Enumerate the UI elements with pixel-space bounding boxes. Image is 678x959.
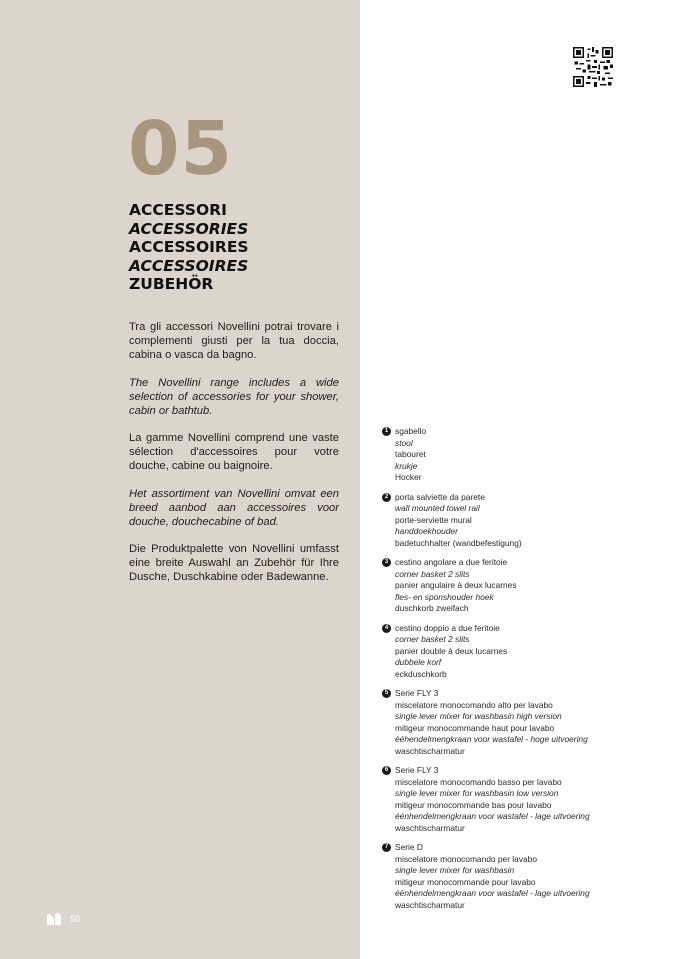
product-name-nl: ééhendelmengkraan voor wastafel - hoge uitvoering (395, 734, 588, 744)
intro-paragraph-fr: La gamme Novellini comprend une vaste sélection d'accessoires pour votre douche, cabine ou baignoire. (129, 432, 339, 472)
product-series: Serie D (395, 842, 423, 852)
product-item-4 (382, 623, 672, 681)
number-badge: 2 (382, 493, 391, 502)
product-name-en: single lever mixer for washbasin low version (395, 788, 559, 798)
product-name-en: stool (395, 437, 413, 448)
product-name-fr: panier double à deux lucarnes (395, 645, 508, 656)
title-fr: ACCESSOIRES (129, 238, 249, 256)
product-item-6 (382, 765, 672, 834)
product-name-it: sgabello (395, 426, 427, 436)
product-name-de: duschkorb zweifach (395, 603, 469, 613)
product-name-en: single lever mixer for washbasin high version (395, 711, 562, 721)
product-name-nl: krukje (395, 460, 418, 471)
product-item-7 (382, 842, 672, 911)
brand-logo-icon (46, 913, 62, 925)
number-badge: 5 (382, 689, 391, 698)
product-name-it: miscelatore monocomando alto per lavabo (395, 699, 553, 710)
product-name-it: cestino doppio a due feritoie (395, 622, 500, 633)
product-name-nl: dubbele korf (395, 657, 442, 667)
product-name-fr: mitigeur monocommande bas pour lavabo (395, 799, 552, 810)
product-item-5 (382, 688, 672, 757)
number-badge: 4 (382, 624, 391, 633)
product-name-fr: mitigeur monocommande haut pour lavabo (395, 722, 555, 733)
title-de: ZUBEHÖR (129, 275, 214, 293)
product-item-1 (382, 426, 672, 484)
product-name-it: miscelatore monocomando per lavabo (395, 853, 537, 864)
page-number: 50 (70, 914, 81, 924)
intro-paragraph-en: The Novellini range includes a wide selection of accessories for your shower, cabin or bathtub. (129, 376, 339, 417)
product-item-2 (382, 492, 672, 550)
product-name-fr: tabouret (395, 449, 426, 459)
product-name-it: cestino angolare a due feritoie (395, 557, 508, 567)
intro-paragraph-de: Die Produktpalette von Novellini umfasst eine breite Auswahl an Zubehör für Ihre Dusche, Duschkabine oder Badewanne. (129, 543, 339, 583)
title-en: ACCESSORIES (129, 219, 249, 238)
product-series: Serie FLY 3 (395, 688, 439, 698)
chapter-titles (129, 201, 249, 294)
product-name-nl: handdoekhouder (395, 526, 458, 536)
product-name-it: porta salviette da parete (395, 491, 485, 502)
intro-text (129, 320, 339, 598)
product-name-de: Hocker (395, 472, 422, 482)
product-name-en: corner basket 2 slits (395, 634, 470, 644)
product-name-de: waschtischarmatur (395, 745, 465, 756)
product-name-nl: éénhendelmengkraan voor wastafel - lage uitvoering (395, 811, 590, 821)
product-name-it: miscelatore monocomando basso per lavabo (395, 776, 562, 787)
number-badge: 6 (382, 766, 391, 775)
number-badge: 3 (382, 558, 391, 567)
product-name-de: waschtischarmatur (395, 899, 465, 910)
title-it: ACCESSORI (129, 201, 227, 219)
product-name-de: eckduschkorb (395, 668, 447, 679)
product-item-3 (382, 557, 672, 615)
intro-paragraph-it: Tra gli accessori Novellini potrai trovare i complementi giusti per la tua doccia, cabina o vasca da bagno. (129, 321, 339, 361)
intro-paragraph-nl: Het assortiment van Novellini omvat een breed aanbod aan accessoires voor douche, douchecabine of bad. (129, 487, 339, 528)
product-name-nl: fles- en sponshouder hoek (395, 591, 494, 602)
product-name-en: corner basket 2 slits (395, 568, 470, 579)
product-name-nl: éénhendelmengkraan voor wastafel - lage uitvoering (395, 888, 590, 898)
product-name-de: waschtischarmatur (395, 822, 465, 833)
product-name-fr: porte-serviette mural (395, 514, 472, 525)
product-name-de: badetuchhalter (wandbefestigung) (395, 537, 522, 548)
title-nl: ACCESSOIRES (129, 256, 249, 275)
product-name-en: single lever mixer for washbasin (395, 865, 515, 875)
qr-code-icon[interactable] (573, 47, 613, 87)
product-list (382, 426, 672, 919)
number-badge: 7 (382, 843, 391, 852)
product-name-en: wall mounted towel rail (395, 503, 480, 513)
product-name-fr: panier angulaire à deux lucarnes (395, 580, 517, 590)
product-name-fr: mitigeur monocommande pour lavabo (395, 876, 536, 887)
number-badge: 1 (382, 427, 391, 436)
chapter-number: 05 (128, 106, 233, 192)
product-series: Serie FLY 3 (395, 765, 439, 775)
